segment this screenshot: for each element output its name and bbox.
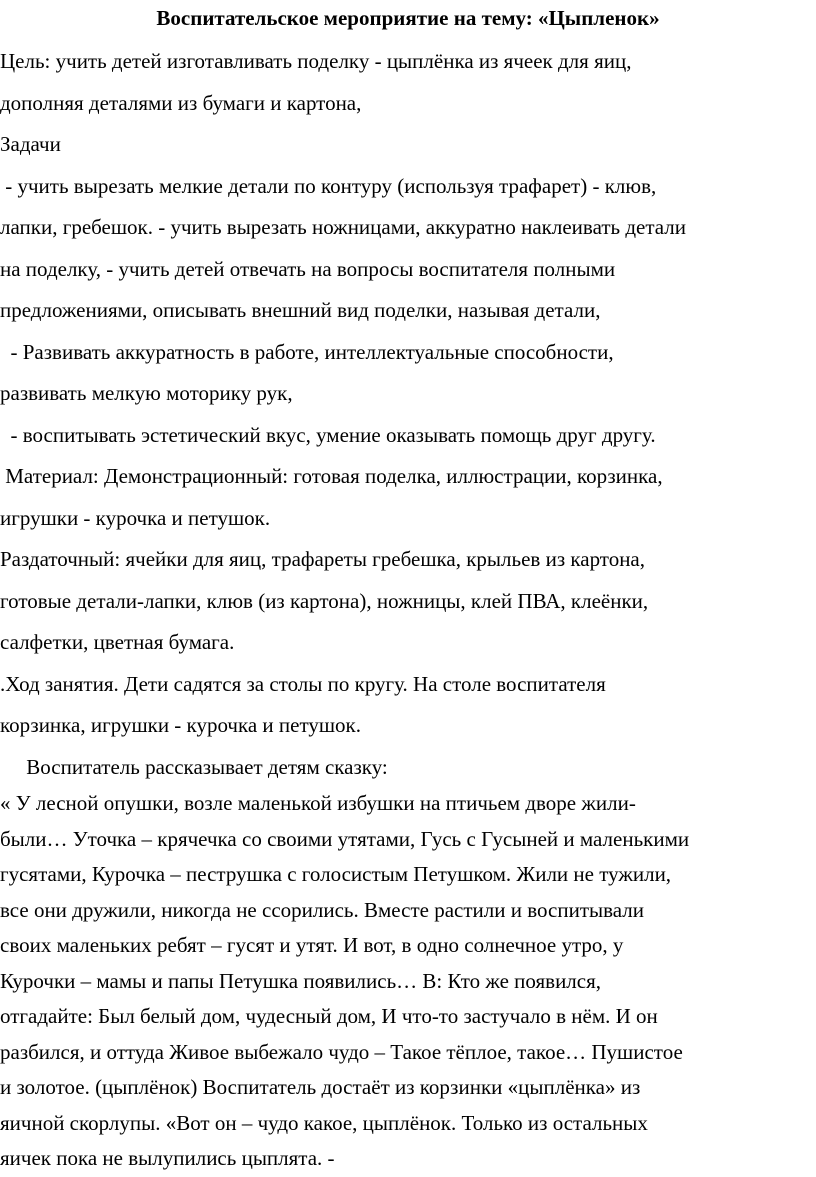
story-line: все они дружили, никогда не ссорились. Вместе растили и воспитывали (0, 897, 644, 922)
story-line: своих маленьких ребят – гусят и утят. И вот, в одно солнечное утро, у (0, 933, 624, 957)
story-line: и золотое. (цыплёнок) Воспитатель достаёт из корзинки «цыплёнка» из (0, 1075, 641, 1099)
text-line: лапки, гребешок. - учить вырезать ножницами, аккуратно наклеивать детали (0, 215, 687, 239)
text-line: - учить вырезать мелкие детали по контуру (используя трафарет) - клюв, (0, 173, 657, 198)
text-line: предложениями, описывать внешний вид поделки, называя детали, (0, 298, 601, 322)
story-line: яичек пока не вылупились цыплята. - (0, 1146, 335, 1170)
text-line: Раздаточный: ячейки для яиц, трафареты гребешка, крыльев из картона, (0, 547, 646, 571)
text-line: салфетки, цветная бумага. (0, 630, 235, 654)
story-line: « У лесной опушки, возле маленькой избушки на птичьем дворе жили- (0, 791, 636, 815)
story-line: гусятами, Курочка – пеструшка с голосистым Петушком. Жили не тужили, (0, 862, 672, 886)
text-line: игрушки - курочка и петушок. (0, 505, 271, 530)
text-line: корзинка, игрушки - курочка и петушок. (0, 713, 361, 737)
document-body (0, 41, 812, 788)
text-line: Материал: Демонстрационный: готовая поделка, иллюстрации, корзинка, (0, 464, 663, 488)
text-line: Воспитатель рассказывает детям сказку: (0, 754, 388, 779)
story-line: яичной скорлупы. «Вот он – чудо какое, цыплёнок. Только из остальных (0, 1110, 648, 1135)
story-line: Курочки – мамы и папы Петушка появились… В: Кто же появился, (0, 968, 602, 993)
story-line: разбился, и оттуда Живое выбежало чудо – Такое тёплое, такое… Пушистое (0, 1039, 683, 1064)
story-line: отгадайте: Был белый дом, чудесный дом, И что-то застучало в нём. И он (0, 1004, 658, 1028)
text-line: - Развивать аккуратность в работе, интеллектуальные способности, (0, 339, 614, 364)
text-line: .Ход занятия. Дети садятся за столы по кругу. На столе воспитателя (0, 671, 606, 696)
document-title: Воспитательское мероприятие на тему: «Цыпленок» (156, 6, 660, 30)
text-line: дополняя деталями из бумаги и картона, (0, 90, 362, 115)
story-paragraph (0, 786, 812, 1177)
text-line: на поделку, - учить детей отвечать на вопросы воспитателя полными (0, 256, 616, 281)
text-line: готовые детали-лапки, клюв (из картона), ножницы, клей ПВА, клеёнки, (0, 588, 649, 613)
text-line: - воспитывать эстетический вкус, умение оказывать помощь друг другу. (0, 422, 656, 447)
story-line: были… Уточка – крячечка со своими утятами, Гусь с Гусыней и маленькими (0, 826, 690, 851)
section-heading-tasks: Задачи (0, 132, 61, 156)
text-line: Цель: учить детей изготавливать поделку - цыплёнка из ячеек для яиц, (0, 49, 632, 73)
text-line: развивать мелкую моторику рук, (0, 381, 293, 405)
